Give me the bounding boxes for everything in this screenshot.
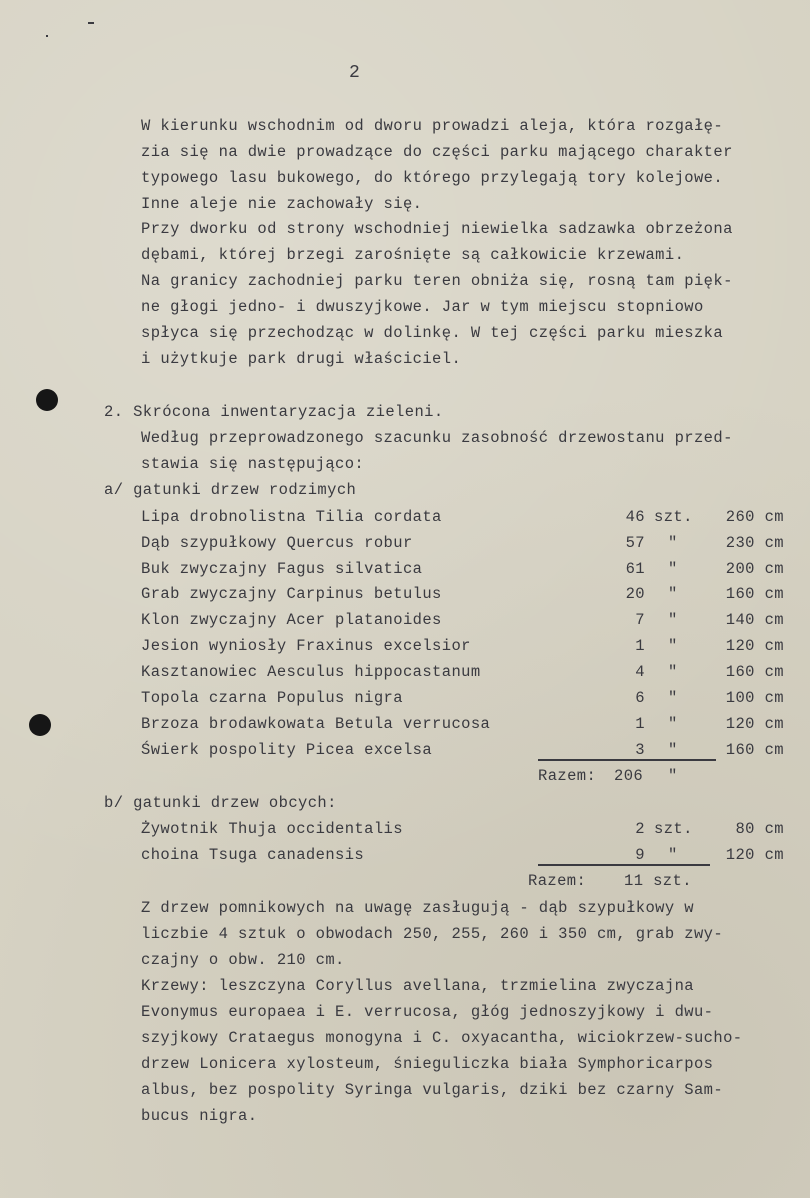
species-name: Kasztanowiec Aesculus hippocastanum: [141, 663, 481, 681]
species-name: Lipa drobnolistna Tilia cordata: [141, 508, 442, 526]
punch-hole-bottom: [29, 714, 51, 736]
sum-underline: [538, 759, 716, 761]
count-unit: ": [668, 637, 678, 655]
tree-count: 20: [625, 585, 645, 603]
girth: 230 cm: [725, 534, 784, 552]
intro-line: Na granicy zachodniej parku teren obniża się, rosną tam pięk-: [141, 272, 733, 290]
total-unit: ": [668, 767, 678, 785]
girth: 160 cm: [725, 585, 784, 603]
closing-line: szyjkowy Crataegus monogyna i C. oxyacantha, wiciokrzew-sucho-: [141, 1029, 743, 1047]
intro-line: Przy dworku od strony wschodniej niewielka sadzawka obrzeżona: [141, 220, 733, 238]
tree-count: 1: [635, 637, 645, 655]
intro-line: W kierunku wschodnim od dworu prowadzi aleja, która rozgałę-: [141, 117, 724, 135]
count-unit: ": [668, 689, 678, 707]
closing-line: bucus nigra.: [141, 1107, 258, 1125]
paper-mark: [88, 22, 94, 24]
count-unit: szt.: [654, 508, 693, 526]
total-value: 11 szt.: [624, 872, 692, 890]
girth: 120 cm: [725, 846, 784, 864]
foreign-trees-label: b/ gatunki drzew obcych:: [104, 794, 337, 812]
total-value: 206: [614, 767, 644, 785]
section-heading: 2. Skrócona inwentaryzacja zieleni.: [104, 403, 444, 421]
tree-count: 2: [635, 820, 645, 838]
tree-count: 1: [635, 715, 645, 733]
intro-line: i użytkuje park drugi właściciel.: [141, 350, 462, 368]
page-number: 2: [349, 63, 361, 83]
girth: 100 cm: [725, 689, 784, 707]
girth: 160 cm: [725, 663, 784, 681]
intro-line: zia się na dwie prowadzące do części parku mającego charakter: [141, 143, 733, 161]
tree-count: 46: [625, 508, 645, 526]
girth: 120 cm: [725, 637, 784, 655]
species-name: Dąb szypułkowy Quercus robur: [141, 534, 413, 552]
closing-line: drzew Lonicera xylosteum, śnieguliczka biała Symphoricarpos: [141, 1055, 714, 1073]
count-unit: szt.: [654, 820, 693, 838]
tree-count: 6: [635, 689, 645, 707]
species-name: Żywotnik Thuja occidentalis: [141, 820, 403, 838]
total-label: Razem:: [528, 872, 587, 890]
species-name: Brzoza brodawkowata Betula verrucosa: [141, 715, 491, 733]
paper-mark: [46, 35, 48, 37]
species-name: Topola czarna Populus nigra: [141, 689, 403, 707]
tree-count: 57: [625, 534, 645, 552]
tree-count: 61: [625, 560, 645, 578]
intro-line: typowego lasu bukowego, do którego przylegają tory kolejowe.: [141, 169, 724, 187]
closing-line: liczbie 4 sztuk o obwodach 250, 255, 260 i 350 cm, grab zwy-: [141, 925, 724, 943]
species-name: Grab zwyczajny Carpinus betulus: [141, 585, 442, 603]
girth: 140 cm: [725, 611, 784, 629]
species-name: Klon zwyczajny Acer platanoides: [141, 611, 442, 629]
count-unit: ": [668, 715, 678, 733]
count-unit: ": [668, 663, 678, 681]
total-label: Razem:: [538, 767, 597, 785]
closing-line: albus, bez pospolity Syringa vulgaris, dziki bez czarny Sam-: [141, 1081, 724, 1099]
tree-count: 7: [635, 611, 645, 629]
count-unit: ": [668, 560, 678, 578]
native-trees-label: a/ gatunki drzew rodzimych: [104, 481, 357, 499]
count-unit: ": [668, 534, 678, 552]
girth: 80 cm: [735, 820, 784, 838]
species-name: choina Tsuga canadensis: [141, 846, 365, 864]
girth: 120 cm: [725, 715, 784, 733]
punch-hole-top: [36, 389, 58, 411]
count-unit: ": [668, 611, 678, 629]
sum-underline: [538, 864, 710, 866]
tree-count: 3: [635, 741, 645, 759]
closing-line: Z drzew pomnikowych na uwagę zasługują - dąb szypułkowy w: [141, 899, 694, 917]
count-unit: ": [668, 585, 678, 603]
closing-line: czajny o obw. 210 cm.: [141, 951, 345, 969]
tree-count: 9: [635, 846, 645, 864]
intro-line: spłyca się przechodząc w dolinkę. W tej części parku mieszka: [141, 324, 724, 342]
girth: 260 cm: [725, 508, 784, 526]
species-name: Jesion wyniosły Fraxinus excelsior: [141, 637, 471, 655]
intro-line: Inne aleje nie zachowały się.: [141, 195, 423, 213]
section-intro-line: stawia się następująco:: [141, 455, 365, 473]
count-unit: ": [668, 741, 678, 759]
closing-line: Evonymus europaea i E. verrucosa, głóg jednoszyjkowy i dwu-: [141, 1003, 714, 1021]
intro-line: ne głogi jedno- i dwuszyjkowe. Jar w tym miejscu stopniowo: [141, 298, 704, 316]
closing-line: Krzewy: leszczyna Coryllus avellana, trzmielina zwyczajna: [141, 977, 694, 995]
section-intro-line: Według przeprowadzonego szacunku zasobność drzewostanu przed-: [141, 429, 733, 447]
girth: 160 cm: [725, 741, 784, 759]
intro-line: dębami, której brzegi zarośnięte są całkowicie krzewami.: [141, 246, 685, 264]
girth: 200 cm: [725, 560, 784, 578]
species-name: Buk zwyczajny Fagus silvatica: [141, 560, 423, 578]
count-unit: ": [668, 846, 678, 864]
species-name: Świerk pospolity Picea excelsa: [141, 741, 433, 759]
tree-count: 4: [635, 663, 645, 681]
